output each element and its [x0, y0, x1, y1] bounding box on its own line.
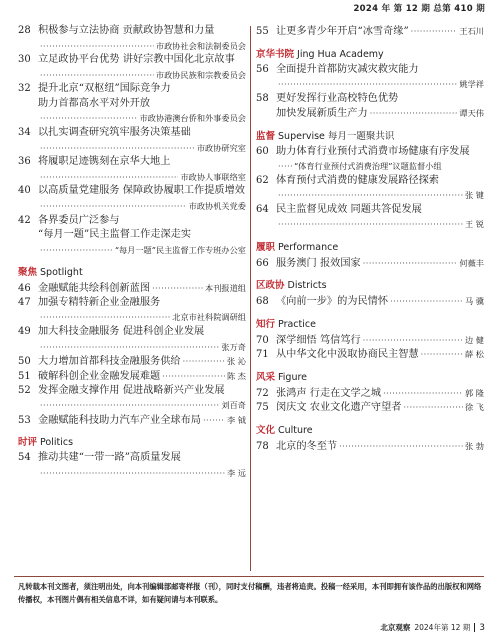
author-line	[18, 141, 246, 156]
leader-dots	[404, 401, 464, 416]
toc-title-line	[18, 53, 246, 68]
article-title[interactable]: 《向前一步》的为民情怀	[276, 296, 389, 307]
article-title[interactable]: 立足政协平台优势 讲好宗教中国化北京故事	[38, 54, 235, 66]
issue-label: 2024 年 第 12 期 总第 410 期	[353, 4, 485, 14]
page-number-ref: 64	[256, 203, 269, 215]
toc-title-line	[18, 325, 246, 340]
toc-entry[interactable]	[18, 53, 246, 82]
toc-entry[interactable]	[256, 92, 484, 121]
toc-entry[interactable]	[18, 296, 246, 325]
toc-title-line	[256, 174, 484, 189]
section-title-zh: 聚焦	[18, 267, 38, 279]
author-line	[18, 39, 246, 54]
article-author: 边 健	[465, 334, 484, 345]
article-title[interactable]: 让更多青少年开启“冰雪奇缘”	[276, 26, 409, 37]
page-number-ref: 78	[256, 440, 269, 452]
leader-dots	[203, 414, 225, 429]
page-number-ref: 51	[18, 370, 31, 382]
section-title-en: Districts	[287, 280, 327, 291]
article-title[interactable]: 以高质量党建服务 保障政协履职工作提质增效	[38, 185, 245, 197]
leader-dots	[40, 311, 170, 326]
toc-title-line	[18, 155, 246, 170]
section-heading	[256, 423, 484, 439]
copyright-notice: 凡转载本刊文图者，须注明出处，向本刊编辑部邮寄样报（刊），同时支付稿酬，违者将追责。投稿一经采用，本刊即拥有该作品的出版权和网络传播权，本刊图片偶有相关信息不详，如有疑问请与本刊联系。	[18, 582, 482, 604]
page-number-ref: 60	[256, 145, 269, 157]
article-title[interactable]: 金融赋能共绘科创新蓝图	[38, 283, 151, 295]
leader-dots	[421, 348, 463, 363]
toc-title-line	[18, 281, 246, 296]
article-title[interactable]: 大力增加首都科技金融服务供给	[38, 356, 181, 368]
toc-entry[interactable]	[18, 214, 246, 258]
leader-dots	[40, 40, 154, 55]
toc-title-line	[256, 333, 484, 348]
page-number-ref: 49	[18, 326, 31, 337]
article-title[interactable]: 助力首都高水平对外开放	[38, 97, 151, 109]
toc-title-line	[256, 256, 484, 271]
page-number-ref: 34	[18, 127, 31, 139]
article-title[interactable]: 将履职足迹镌刻在京华大地上	[38, 156, 171, 168]
toc-entry[interactable]	[256, 347, 484, 362]
toc-title-line	[256, 106, 484, 121]
article-author: 薛 松	[465, 349, 484, 359]
toc-title-line	[18, 82, 246, 97]
page-number-ref: 62	[256, 174, 269, 186]
page-number-ref: 55	[256, 26, 269, 37]
article-author: 市政协民族和宗教委员会	[155, 69, 246, 80]
toc-title-line	[256, 24, 484, 39]
section-title-en: Practice	[278, 318, 316, 330]
page-number-ref: 52	[18, 384, 31, 396]
article-title[interactable]: 发挥金融支撑作用 促进战略新兴产业发展	[38, 384, 225, 396]
toc-title-line	[18, 451, 246, 466]
author-line	[18, 398, 246, 413]
author-line	[18, 199, 246, 214]
leader-dots	[383, 387, 463, 402]
toc-title-line	[256, 203, 484, 218]
leader-dots	[40, 171, 178, 186]
author-line	[18, 466, 246, 481]
article-title[interactable]: 从中华文化中汲取协商民主智慧	[276, 349, 419, 360]
page-number-ref: 30	[18, 54, 31, 66]
toc-entry[interactable]	[18, 354, 246, 369]
page-number-ref: 46	[18, 283, 31, 295]
page-footer	[380, 622, 485, 633]
page-number-ref: 47	[18, 296, 31, 308]
page-number-ref: 28	[18, 25, 31, 36]
article-author: 何薇丰	[459, 257, 484, 268]
page-number-ref: 54	[18, 452, 31, 464]
toc-entry[interactable]	[18, 281, 246, 296]
toc-title-line	[18, 184, 246, 199]
section-title-zh: 京华书院	[256, 48, 295, 60]
article-author: 张 键	[465, 190, 484, 200]
article-author: 徐 飞	[465, 402, 484, 412]
leader-dots	[40, 69, 154, 84]
toc-title-line	[256, 92, 484, 107]
page-number-ref: 72	[256, 387, 269, 399]
page-number-ref: 58	[256, 92, 269, 104]
article-title[interactable]: 加大科技金融服务 促进科创企业发展	[38, 326, 205, 337]
article-author: 市政协研究室	[196, 142, 246, 153]
leader-dots	[40, 142, 195, 157]
article-author: 王 锐	[465, 219, 484, 229]
section-heading	[256, 129, 484, 145]
section-title-zh: 风采	[256, 371, 276, 383]
article-author: 北京市社科院调研组	[172, 312, 246, 323]
article-author: 张 勃	[465, 440, 484, 451]
toc-title-line	[256, 145, 484, 160]
article-title[interactable]: 各界委员广泛参与	[38, 214, 120, 226]
page-number: 3	[479, 622, 485, 633]
footer-separator	[474, 623, 475, 632]
page-number-ref: 36	[18, 156, 31, 168]
article-author: 李 远	[227, 467, 246, 478]
section-title-zh: 时评	[18, 437, 38, 449]
article-title[interactable]: 助力体育行业预付式消费市场健康有序发展	[276, 145, 470, 157]
footer-divider	[14, 576, 484, 577]
article-title[interactable]: 金融赋能科技助力汽车产业全球布局	[38, 414, 201, 426]
column-divider	[250, 26, 251, 571]
toc-entry[interactable]	[18, 184, 246, 213]
leader-dots	[363, 334, 463, 349]
toc-title-line	[18, 354, 246, 369]
section-title-en: Figure	[278, 371, 308, 383]
section-heading	[256, 47, 484, 63]
toc-right-column	[256, 24, 484, 453]
article-author: 张 沁	[227, 356, 246, 367]
toc-entry[interactable]	[256, 174, 484, 203]
toc-title-line	[256, 439, 484, 454]
toc-title-line	[256, 347, 484, 362]
article-title[interactable]: 深学细悟 笃信笃行	[276, 334, 361, 346]
toc-entry[interactable]	[256, 400, 484, 415]
leader-dots	[40, 341, 219, 356]
toc-title-line	[256, 386, 484, 401]
toc-title-line	[256, 63, 484, 78]
article-title[interactable]: 积极参与立法协商 贡献政协智慧和力量	[38, 25, 215, 36]
leader-dots	[278, 78, 457, 93]
article-title[interactable]: 民主监督见成效 同题共答促发展	[276, 203, 422, 215]
toc-title-line	[256, 294, 484, 309]
article-title[interactable]: 服务澳门 报效国家	[276, 257, 361, 269]
toc-entry[interactable]	[256, 63, 484, 92]
leader-dots	[390, 295, 463, 310]
section-heading	[256, 278, 484, 294]
toc-entry[interactable]	[18, 369, 246, 384]
leader-dots	[278, 160, 292, 175]
author-line	[18, 170, 246, 185]
article-author: 谭天伟	[459, 108, 484, 118]
leader-dots	[411, 25, 458, 40]
article-author: 市政协人事联络室	[180, 171, 246, 182]
article-author: 姚学祥	[459, 79, 484, 89]
article-title[interactable]: 破解科创企业金融发展难题	[38, 370, 161, 382]
page-number-ref: 53	[18, 414, 31, 426]
article-author: 市政协机关党委	[188, 200, 246, 211]
article-title[interactable]: 张鸿声 行走在文学之城	[276, 387, 382, 399]
page-number-ref: 70	[256, 334, 269, 346]
article-title[interactable]: “每月一题”民主监督工作走深走实	[38, 229, 192, 241]
page-number-ref: 42	[18, 214, 31, 226]
leader-dots	[152, 282, 203, 297]
page-number-ref: 75	[256, 402, 269, 413]
toc-entry[interactable]	[256, 203, 484, 232]
leader-dots	[40, 200, 187, 215]
footer-issue: 2024年第 12 期	[414, 623, 471, 632]
toc-title-line	[256, 400, 484, 415]
section-title-en: Spotlight	[40, 267, 83, 279]
page-number-ref: 40	[18, 185, 31, 197]
article-title[interactable]: 体育预付式消费的健康发展路径探索	[276, 174, 439, 186]
toc-title-line	[18, 296, 246, 311]
author-line	[256, 188, 484, 203]
section-heading	[256, 317, 484, 333]
section-heading	[256, 370, 484, 386]
magazine-name: 北京观察	[380, 623, 411, 632]
toc-entry[interactable]	[18, 82, 246, 126]
toc-entry[interactable]	[18, 126, 246, 155]
toc-entry[interactable]	[18, 451, 246, 480]
toc-left-column	[18, 24, 246, 480]
leader-dots	[40, 467, 225, 482]
article-author: 市政协港澳台侨和外事委员会	[139, 113, 246, 124]
section-title-en: Culture	[278, 424, 313, 436]
toc-title-line	[18, 126, 246, 141]
page-number-ref: 68	[256, 296, 269, 307]
article-author: 张万奇	[221, 341, 246, 352]
toc-title-line	[18, 214, 246, 229]
article-author: “体育行业预付式消费治理”议题监督小组	[294, 161, 442, 171]
section-title-zh: 文化	[256, 424, 276, 436]
toc-title-line	[18, 384, 246, 399]
leader-dots	[278, 218, 463, 233]
toc-title-line	[18, 97, 246, 112]
article-author: 李 钺	[227, 414, 246, 425]
article-author: 马 骥	[465, 296, 484, 306]
article-title[interactable]: 加快发展新质生产力	[276, 108, 368, 119]
toc-entry[interactable]	[18, 155, 246, 184]
article-title[interactable]: 以扎实调查研究筑牢服务决策基础	[38, 127, 191, 139]
article-author: 王石川	[459, 26, 484, 36]
toc-entry[interactable]	[256, 256, 484, 271]
toc-entry[interactable]	[18, 384, 246, 413]
toc-entry[interactable]	[256, 24, 484, 39]
section-title-zh: 知行	[256, 318, 276, 330]
section-title-en: Supervise 每月一题聚共识	[278, 130, 395, 142]
leader-dots	[278, 189, 463, 204]
section-title-en: Jing Hua Academy	[297, 48, 384, 60]
toc-entry[interactable]	[18, 413, 246, 428]
page-number-ref: 50	[18, 356, 31, 368]
page-header	[0, 0, 499, 16]
author-line	[18, 340, 246, 355]
leader-dots	[370, 107, 458, 122]
article-title[interactable]: 更好发挥行业高校特色优势	[276, 92, 399, 104]
toc-title-line	[18, 369, 246, 384]
toc-entry[interactable]	[256, 386, 484, 401]
article-title[interactable]: 提升北京“双枢纽”国际竞争力	[38, 83, 171, 95]
leader-dots	[363, 257, 458, 272]
article-title[interactable]: 北京的冬至节	[276, 440, 338, 452]
leader-dots	[162, 370, 225, 385]
leader-dots	[40, 399, 219, 414]
article-title[interactable]: 加强专精特新企业金融服务	[38, 296, 161, 308]
leader-dots	[40, 244, 113, 259]
leader-dots	[183, 355, 225, 370]
section-title-en: Performance	[278, 241, 339, 253]
toc-entry[interactable]	[18, 24, 246, 53]
author-line	[18, 111, 246, 126]
article-author: 本刊报道组	[205, 283, 246, 294]
section-title-en: Politics	[40, 437, 74, 449]
page-number-ref: 32	[18, 83, 31, 95]
section-title-zh: 区政协	[256, 280, 285, 291]
author-line	[18, 68, 246, 83]
page-number-ref: 71	[256, 349, 269, 360]
toc-title-line	[18, 413, 246, 428]
toc-entry[interactable]	[256, 294, 484, 309]
section-heading	[18, 435, 246, 451]
article-title[interactable]: 闵庆文 农业文化遗产守望者	[276, 402, 402, 413]
toc-entry[interactable]	[256, 439, 484, 454]
section-title-zh: 履职	[256, 241, 276, 253]
toc-title-line	[18, 228, 246, 243]
author-line	[256, 159, 484, 174]
toc-entry[interactable]	[256, 333, 484, 348]
article-title[interactable]: 全面提升首都防灾减灾救灾能力	[276, 63, 419, 75]
article-author: “每月一题”民主监督工作专班办公室	[114, 244, 246, 255]
article-author: 刘百奇	[221, 400, 246, 411]
toc-title-line	[18, 24, 246, 39]
page-number-ref: 66	[256, 257, 269, 269]
section-heading	[18, 265, 246, 281]
page-number-ref: 56	[256, 63, 269, 75]
section-heading	[256, 240, 484, 256]
section-title-zh: 监督	[256, 130, 276, 142]
author-line	[256, 217, 484, 232]
article-author: 陈 杰	[227, 370, 246, 381]
author-line	[18, 243, 246, 258]
toc-entry[interactable]	[256, 145, 484, 174]
author-line	[256, 77, 484, 92]
article-author: 市政协社会和法制委员会	[155, 40, 246, 51]
leader-dots	[40, 112, 138, 127]
toc-entry[interactable]	[18, 325, 246, 354]
leader-dots	[339, 440, 463, 455]
article-title[interactable]: 推动共建“一带一路”高质量发展	[38, 452, 181, 464]
article-author: 郭 隆	[465, 387, 484, 398]
author-line	[18, 310, 246, 325]
